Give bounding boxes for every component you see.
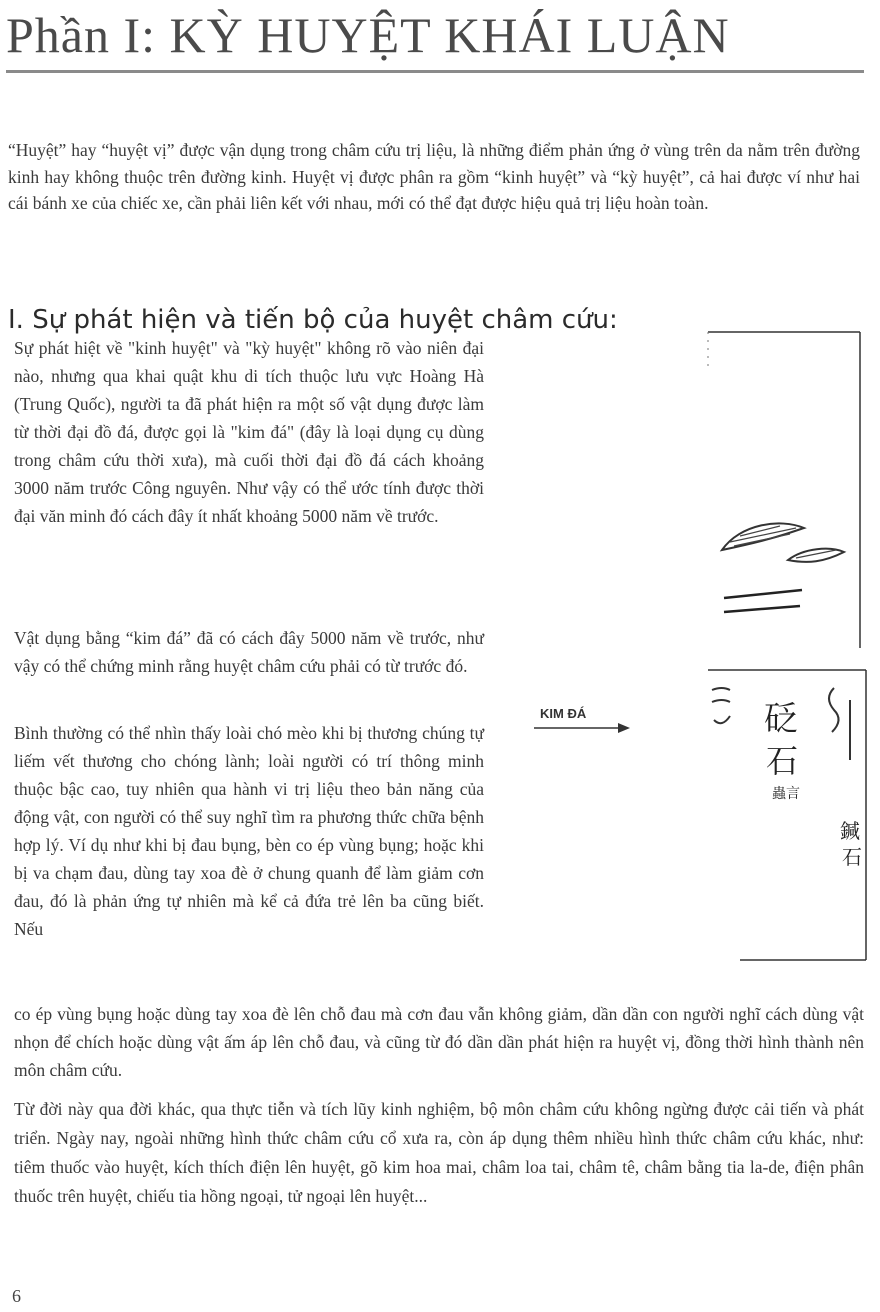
body-paragraph-5: Từ đời này qua đời khác, qua thực tiễn và tích lũy kinh nghiệm, bộ môn châm cứu không ngừng được cải tiến và phát triển. Ngày nay, ngoài những hình thức châm cứu cổ xưa ra, còn áp dụng thêm nhiều hình thức châm cứu khác, như: tiêm thuốc vào huyệt, kích thích điện lên huyệt, gõ kim hoa mai, châm loa tai, châm tê, châm bằng tia la-de, điện phân thuốc trên huyệt, chiếu tia hồng ngoại, tử ngoại lên huyệt... — [14, 1099, 864, 1206]
stone-needle-illustration — [700, 328, 870, 968]
glyph-small: 蟲言 — [772, 786, 800, 802]
glyph-zhen: 鍼 — [840, 819, 860, 843]
page-title: Phần I: KỲ HUYỆT KHÁI LUẬN — [6, 7, 730, 63]
glyph-shi: 石 — [766, 742, 799, 780]
intro-paragraph: “Huyệt” hay “huyệt vị” được vận dụng trong châm cứu trị liệu, là những điểm phản ứng ở vùng trên da nằm trên đường kinh hay không thuộc trên đường kinh. Huyệt vị được phân ra gồm “kinh huyệt” và “kỳ huyệt”, cả hai được ví như hai cái bánh xe của chiếc xe, cần phải liên kết với nhau, mới có thể đạt được hiệu quả trị liệu hoàn toàn. — [8, 140, 860, 213]
body-paragraph-4: co ép vùng bụng hoặc dùng tay xoa đè lên chỗ đau mà cơn đau vẫn không giảm, dần dần con người nghĩ cách dùng vật nhọn để chích hoặc dùng vật ấm áp lên chỗ đau, và cũng từ đó dần dần phát hiện ra huyệt vị, đồng thời hình thành nên môn châm cứu. — [14, 1004, 864, 1080]
body-paragraph-3: Bình thường có thể nhìn thấy loài chó mèo khi bị thương chúng tự liếm vết thương cho chóng lành; loài người có trí thông minh thuộc bậc cao, tuy nhiên qua hành vi trị liệu theo bản năng của động vật, con người có thể suy nghĩ tìm ra phương thức chữa bệnh hợp lý. Ví dụ như khi bị đau bụng, bèn co ép vùng bụng; hoặc khi bị va chạm đau, dùng tay xoa đè ở chung quanh để làm giảm cơn đau, đó là phản ứng tự nhiên mà kể cả đứa trẻ lên ba cũng biết. Nếu — [14, 723, 484, 939]
glyph-bian: 砭 — [764, 699, 798, 739]
title-underline — [6, 70, 864, 73]
section-heading: I. Sự phát hiện và tiến bộ của huyệt châm cứu: — [8, 304, 618, 335]
page-number: 6 — [12, 1286, 21, 1306]
body-paragraph-1: Sự phát hiệt về "kinh huyệt" và "kỳ huyệt" không rõ vào niên đại nào, nhưng qua khai quật khu di tích thuộc lưu vực Hoàng Hà (Trung Quốc), người ta đã phát hiện ra một số vật dụng được làm từ thời đại đồ đá, được gọi là "kim đá" (đây là loại dụng cụ dùng trong châm cứu thời xưa), mà cuối thời đại đồ đá cách khoảng 3000 năm trước Công nguyên. Như vậy có thể ước tính được thời đại văn minh đó cách đây ít nhất khoảng 5000 năm về trước. — [14, 338, 484, 526]
arrow-right-icon — [534, 722, 630, 734]
figure-label: KIM ĐÁ — [540, 706, 587, 721]
body-paragraph-2: Vật dụng bằng “kim đá” đã có cách đây 5000 năm về trước, như vậy có thể chứng minh rằng huyệt châm cứu phải có từ trước đó. — [14, 628, 484, 676]
glyph-shi-side: 石 — [842, 845, 862, 869]
